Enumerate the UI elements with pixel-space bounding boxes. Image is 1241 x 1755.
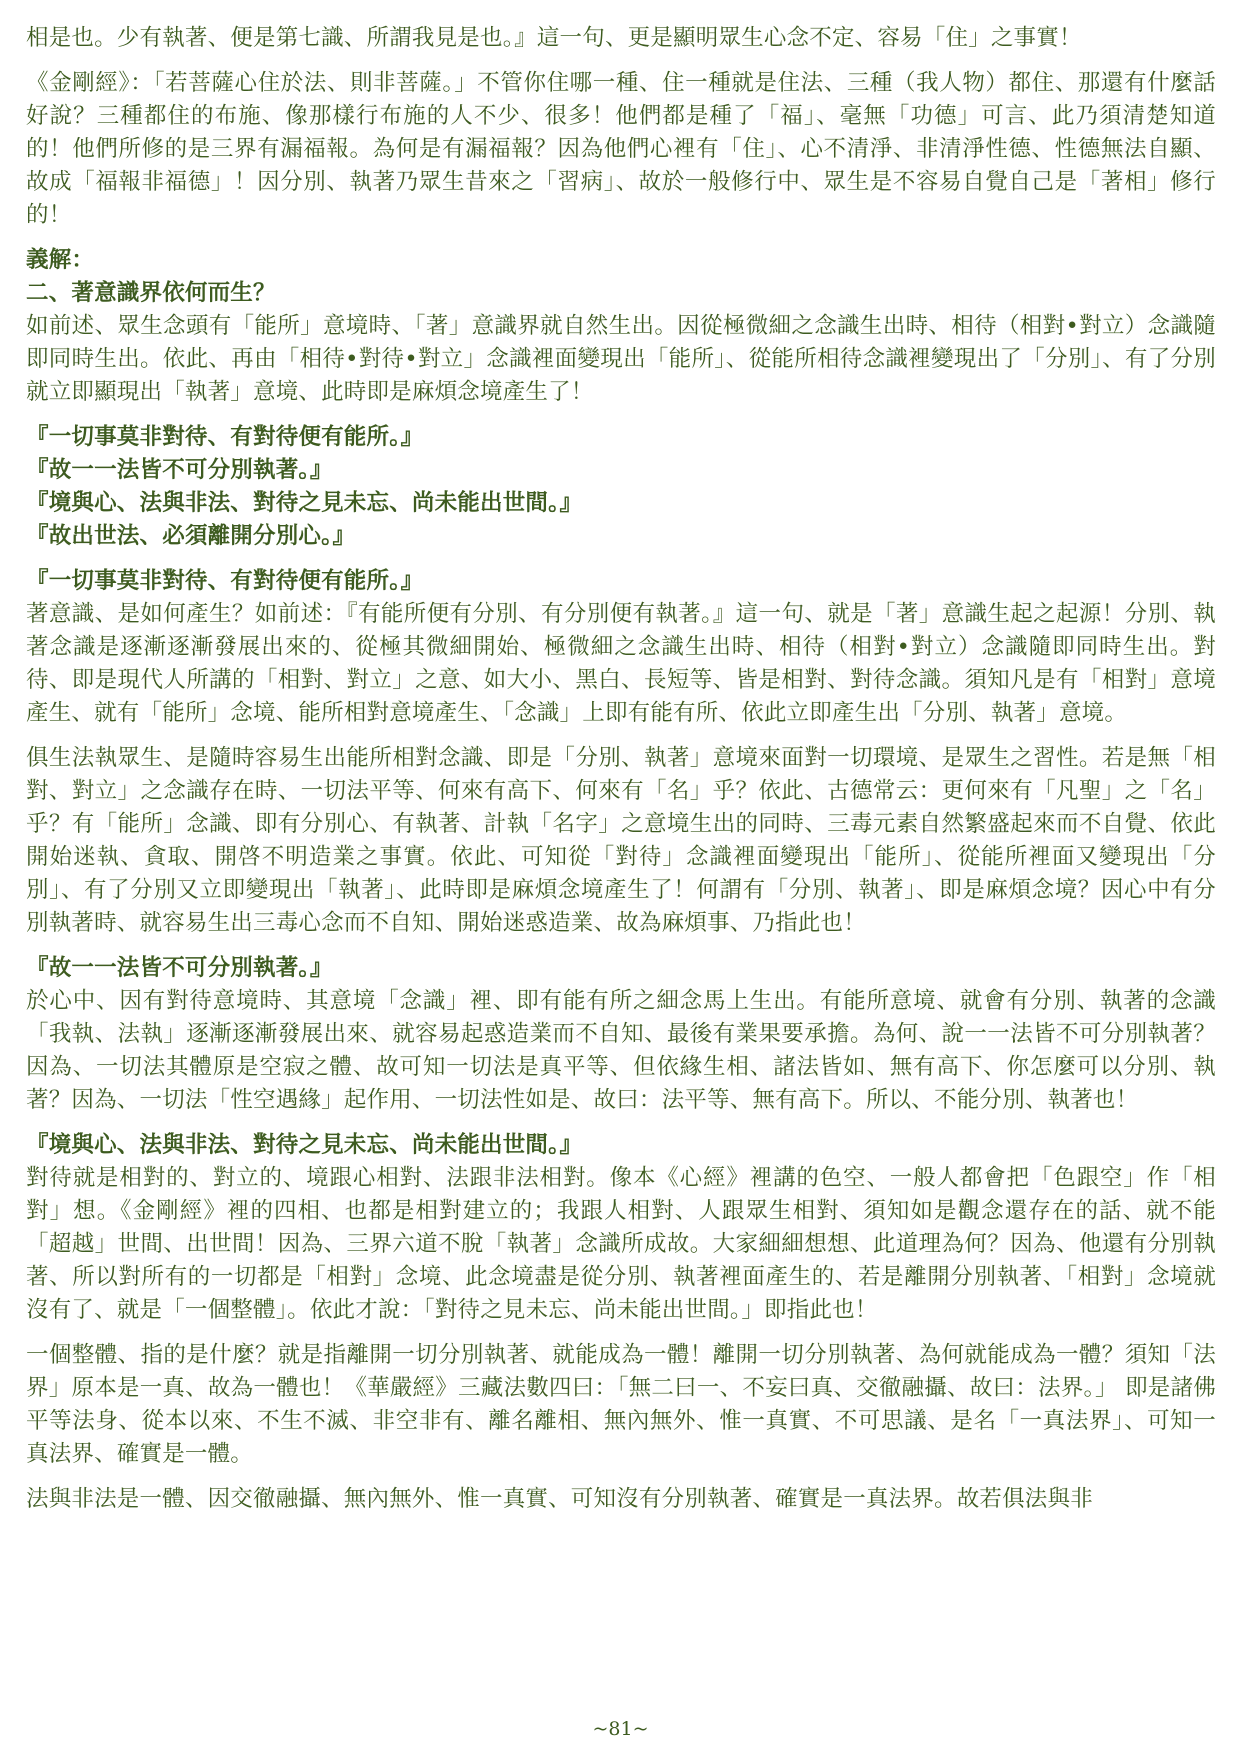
page-number: ~81~ — [592, 1718, 649, 1740]
quote-line: 『一切事莫非對待、有對待便有能所。』 — [26, 424, 424, 450]
section-jingyuxin — [26, 1129, 1216, 1327]
paragraph: 俱生法執眾生、是隨時容易生出能所相對念識、即是「分別、執著」意境來面對一切環境、是眾生之習性。若是無「相對、對立」之念識存在時、一切法平等、何來有高下、何來有「名」乎？依此、古德常云：更何來有「凡聖」之「名」乎？有「能所」念識、即有分別心、有執著、計執「名字」之意境生出的同時、三毒元素自然繁盛起來而不自覺、依此開始迷執、貪取、開啓不明造業之事實。依此、可知從「對待」念識裡面變現出「能所」、從能所裡面又變現出「分別」、有了分別又立即變現出「執著」、此時即是麻煩念境產生了！何謂有「分別、執著」、即是麻煩念境？因心中有分別執著時、就容易生出三毒心念而不自知、開始迷惑造業、故為麻煩事、乃指此也！ — [26, 745, 1216, 936]
section-yiyifa — [26, 952, 1216, 1117]
paragraph: 相是也。少有執著、便是第七識、所謂我見是也。』這一句、更是顯明眾生心念不定、容易「住」之事實！ — [26, 25, 1082, 51]
paragraph: 著意識、是如何產生？如前述：『有能所便有分別、有分別便有執著。』這一句、就是「著」意識生起之起源！分別、執著念識是逐漸逐漸發展出來的、從極其微細開始、極微細之念識生出時、相待（相對•對立）念識隨即同時生出。對待、即是現代人所講的「相對、對立」之意、如大小、黑白、長短等、皆是相對、對待念識。須知凡是有「相對」意境產生、就有「能所」念境、能所相對意境產生、「念識」上即有能有所、依此立即產生出「分別、執著」意境。 — [26, 601, 1216, 726]
paragraph: 於心中、因有對待意境時、其意境「念識」裡、即有能有所之細念馬上生出。有能所意境、就會有分別、執著的念識「我執、法執」逐漸逐漸發展出來、就容易起惑造業而不自知、最後有業果要承擔。為何、說一一法皆不可分別執著？因為、一切法其體原是空寂之體、故可知一切法是真平等、但依緣生相、諸法皆如、無有高下、你怎麼可以分別、執著？因為、一切法「性空遇緣」起作用、一切法性如是、故曰：法平等、無有高下。所以、不能分別、執著也！ — [26, 988, 1216, 1113]
paragraph: 一個整體、指的是什麼？就是指離開一切分別執著、就能成為一體！離開一切分別執著、為何就能成為一體？須知「法界」原本是一真、故為一體也！《華嚴經》三藏法數四曰：「無二曰一、不妄曰真、交徹融攝、故曰：法界。」 即是諸佛平等法身、從本以來、不生不滅、非空非有、離名離相、無內無外、惟一真實、不可思議、是名「一真法界」、可知一真法界、確實是一體。 — [26, 1342, 1216, 1467]
paragraph: 對待就是相對的、對立的、境跟心相對、法跟非法相對。像本《心經》裡講的色空、一般人都會把「色跟空」作「相對」想。《金剛經》裡的四相、也都是相對建立的；我跟人相對、人跟眾生相對、須知如是觀念還存在的話、就不能「超越」世間、出世間！因為、三界六道不脫「執著」念識所成故。大家細細想想、此道理為何？因為、他還有分別執著、所以對所有的一切都是「相對」念境、此念境盡是從分別、執著裡面產生的、若是離開分別執著、「相對」念境就沒有了、就是「一個整體」。依此才說：「對待之見未忘、尚未能出世間。」即指此也！ — [26, 1165, 1216, 1323]
paragraph: 《金剛經》：「若菩薩心住於法、則非菩薩。」不管你住哪一種、住一種就是住法、三種（我人物）都住、那還有什麼話好說？三種都住的布施、像那樣行布施的人不少、很多！他們都是種了「福」、毫無「功德」可言、此乃須清楚知道的！他們所修的是三界有漏福報。為何是有漏福報？因為他們心裡有「住」、心不清淨、非清淨性德、性德無法自顯、故成「福報非福德」！因分別、執著乃眾生昔來之「習病」、故於一般修行中、眾生是不容易自覺自己是「著相」修行的！ — [26, 70, 1216, 228]
section-title: 二、著意識界依何而生？ — [26, 280, 276, 306]
quote-list — [26, 421, 1216, 553]
section-title: 『境與心、法與非法、對待之見未忘、尚未能出世間。』 — [26, 1132, 583, 1158]
section-label: 義解： — [26, 247, 95, 273]
quote-line: 『故出世法、必須離開分別心。』 — [26, 523, 356, 549]
quote-line: 『境與心、法與非法、對待之見未忘、尚未能出世間。』 — [26, 490, 583, 516]
section-title: 『故一一法皆不可分別執著。』 — [26, 955, 333, 981]
document-page — [26, 22, 1216, 1528]
section-duidai — [26, 565, 1216, 730]
paragraph: 如前述、眾生念頭有「能所」意境時、「著」意識界就自然生出。因從極微細之念識生出時、相待（相對•對立）念識隨即同時生出。依此、再由「相待•對待•對立」念識裡面變現出「能所」、從能所相待念識裡變現出了「分別」、有了分別就立即顯現出「執著」意境、此時即是麻煩念境產生了！ — [26, 313, 1216, 405]
quote-line: 『故一一法皆不可分別執著。』 — [26, 457, 333, 483]
section-meaning — [26, 244, 1216, 409]
section-title: 『一切事莫非對待、有對待便有能所。』 — [26, 568, 424, 594]
paragraph: 法與非法是一體、因交徹融攝、無內無外、惟一真實、可知沒有分別執著、確實是一真法界。故若俱法與非 — [26, 1486, 1093, 1512]
